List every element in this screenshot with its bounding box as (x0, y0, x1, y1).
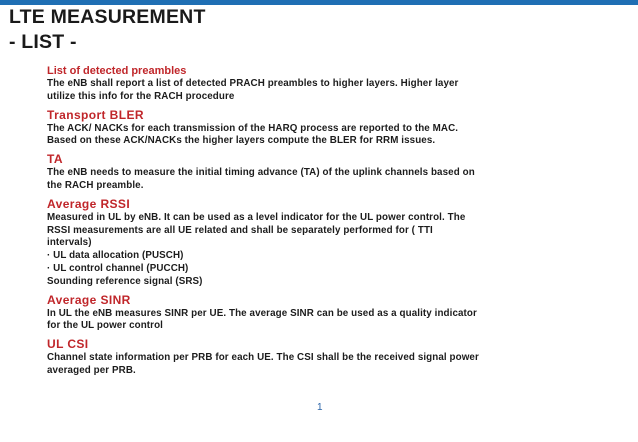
section-text-line: Channel state information per PRB for each UE. The CSI shall be the received signal power (47, 352, 479, 364)
section-bullet-line: · UL data allocation (PUSCH) (47, 250, 184, 262)
section-text-line: for the UL power control (47, 320, 163, 332)
section-detected-preambles (47, 64, 595, 104)
section-text-line: Based on these ACK/NACKs the higher layers compute the BLER for RRM issues. (47, 135, 436, 147)
section-text-line: averaged per PRB. (47, 364, 136, 376)
page-number: 1 (317, 402, 323, 413)
section-transport-bler (47, 108, 595, 149)
section-text-line: intervals) (47, 237, 92, 249)
section-text-line: The ACK/ NACKs for each transmission of the HARQ process are reported to the MAC. (47, 122, 459, 134)
section-text-line: utilize this info for the RACH procedure (47, 90, 235, 102)
section-text-line: In UL the eNB measures SINR per UE. The average SINR can be used as a quality indicator (47, 307, 477, 319)
section-text-line: RSSI measurements are all UE related and shall be separately performed for ( TTI (47, 224, 433, 236)
section-heading: Transport BLER (47, 107, 144, 122)
section-ta (47, 152, 595, 193)
slide-title (9, 5, 206, 55)
section-heading: List of detected preambles (47, 65, 187, 77)
section-text-line: Measured in UL by eNB. It can be used as a level indicator for the UL power control. The (47, 211, 466, 223)
section-text-line: Sounding reference signal (SRS) (47, 275, 203, 287)
section-heading: Average SINR (47, 292, 131, 307)
measurement-list (47, 64, 595, 382)
section-text-line: The eNB shall report a list of detected PRACH preambles to higher layers. Higher layer (47, 78, 459, 89)
slide-title-line-2: - LIST - (9, 31, 77, 53)
section-ul-csi (47, 337, 595, 378)
section-average-rssi (47, 197, 595, 289)
slide-title-line-1: LTE MEASUREMENT (9, 6, 206, 28)
section-heading: UL CSI (47, 337, 89, 352)
section-heading: TA (47, 152, 63, 167)
section-text-line: the RACH preamble. (47, 179, 144, 191)
section-bullet-line: · UL control channel (PUCCH) (47, 262, 189, 274)
section-average-sinr (47, 293, 595, 334)
section-text-line: The eNB needs to measure the initial timing advance (TA) of the uplink channels based on (47, 167, 475, 179)
section-heading: Average RSSI (47, 196, 131, 211)
